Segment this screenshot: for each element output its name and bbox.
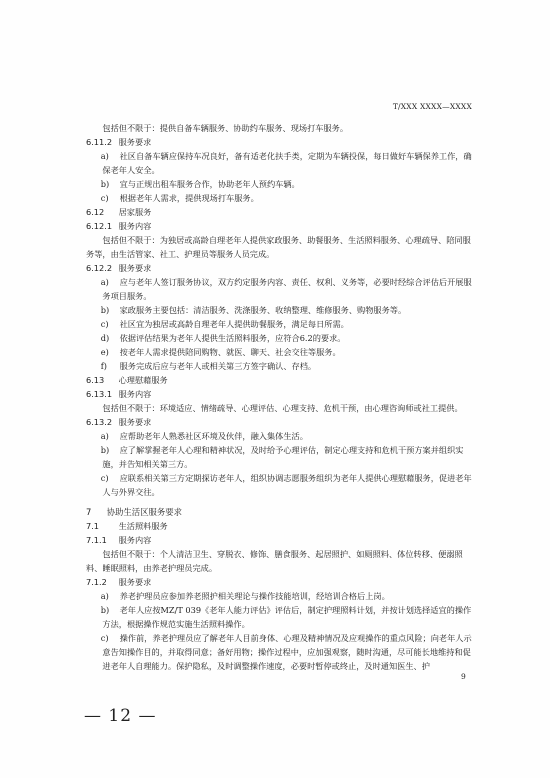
- list-item: b) 家政服务主要包括：清洁服务、洗涤服务、收纳整理、维修服务、购物服务等。: [100, 305, 407, 315]
- clause-heading: 6.13.1 服务内容: [86, 389, 152, 399]
- list-item: f) 服务完成后应与老年人或相关第三方签字确认、存档。: [100, 361, 317, 371]
- list-item: c) 根据老年人需求，提供现场打车服务。: [100, 193, 259, 203]
- clause-heading: 6.11.2 服务要求: [86, 137, 152, 147]
- paragraph: 包括但不限于：为独居或高龄自理老年人提供家政服务、助餐服务、生活照料服务、心理疏导、陪同服务等，由生活管家、社工、护理员等服务人员完成。: [86, 235, 471, 259]
- list-item: a) 社区自备车辆应保持车况良好，备有适老化扶手类，定期为车辆投保，每日做好车辆保养工作，确保老年人安全。: [100, 151, 472, 175]
- list-item: c) 操作前，养老护理员应了解老年人目前身体、心理及精神情况及应观操作的重点风险；向老年人示意告知操作目的，并取得同意；备好用物；操作过程中，应加强观察，随时沟通，尽可能长地维持和促进老年人自理能力。保护隐私，及时调整操作速度，必要时暂停或终止，及时通知医生、护: [100, 633, 472, 671]
- body-text: [86, 121, 476, 673]
- clause-heading: 6.13 心理慰藉服务: [86, 375, 168, 385]
- clause-heading: 7.1.2 服务要求: [86, 577, 152, 587]
- clause-heading: 7.1 生活照料服务: [86, 521, 168, 531]
- list-item: a) 养老护理员应参加养老照护相关理论与操作技能培训，经培训合格后上岗。: [100, 591, 390, 601]
- list-item: b) 老年人应按MZ/T 039《老年人能力评估》评估后，制定护理照料计划，并按计划选择适宜的操作方法，根据操作规范实施生活照料操作。: [100, 605, 472, 629]
- list-item: b) 应了解掌握老年人心理和精神状况，及时给予心理评估，制定心理支持和危机干预方案并组织实施，并告知相关第三方。: [100, 445, 464, 469]
- list-item: b) 宜与正规出租车服务合作，协助老年人预约车辆。: [100, 179, 300, 189]
- document-code: T/XXX XXXX—XXXX: [392, 102, 472, 111]
- clause-heading: 6.12.1 服务内容: [86, 221, 152, 231]
- clause-heading: 7.1.1 服务内容: [86, 535, 152, 545]
- list-item: a) 应与老年人签订服务协议，双方约定服务内容、责任、权利、义务等，必要时经综合评估后开展服务项目服务。: [100, 277, 472, 301]
- list-item: a) 应帮助老年人熟悉社区环境及伙伴，融入集体生活。: [100, 431, 308, 441]
- page-number: 9: [461, 672, 466, 681]
- chapter-heading: 7 协助生活区服务要求: [86, 507, 183, 517]
- list-item: e) 按老年人需求提供陪同购物、就医、聊天、社会交往等服务。: [100, 347, 341, 357]
- paragraph: 包括但不限于：环境适应、情绪疏导、心理评估、心理支持、危机干预，由心理咨询师或社工提供。: [102, 403, 463, 413]
- list-item: d) 依据评估结果为老年人提供生活照料服务，应符合6.2的要求。: [100, 333, 346, 343]
- clause-heading: 6.12 居家服务: [86, 207, 152, 217]
- print-page-number: — 12 —: [84, 706, 157, 726]
- clause-heading: 6.12.2 服务要求: [86, 263, 152, 273]
- clause-heading: 6.13.2 服务要求: [86, 417, 152, 427]
- list-item: c) 社区宜为独居或高龄自理老年人提供助餐服务，满足每日所需。: [100, 319, 349, 329]
- paragraph: 包括但不限于：个人清洁卫生、穿脱衣、修饰、膳食服务、起居照护、如厕照料、体位转移、便溺照料、睡眠照料，由养老护理员完成。: [86, 549, 463, 573]
- paragraph: 包括但不限于：提供自备车辆服务、协助约车服务、现场打车服务。: [102, 123, 349, 133]
- list-item: c) 应联系相关第三方定期探访老年人，组织协调志愿服务组织为老年人提供心理慰藉服务，促进老年人与外界交往。: [100, 473, 472, 497]
